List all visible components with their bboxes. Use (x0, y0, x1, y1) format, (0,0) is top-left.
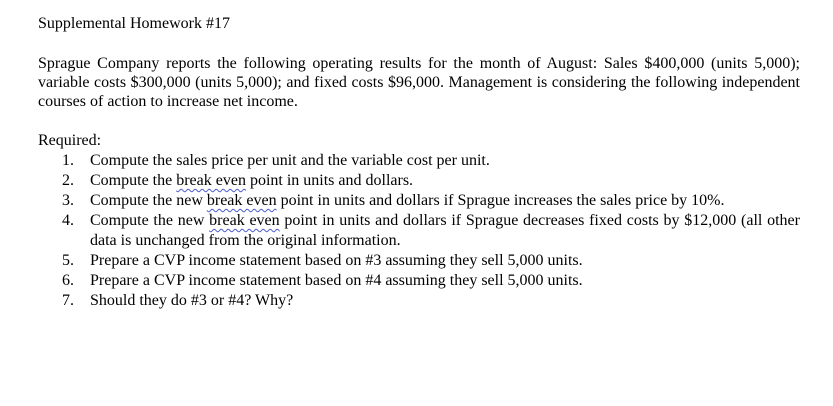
spellcheck-flagged-term[interactable]: break even (176, 172, 246, 189)
item-number: 3. (62, 192, 74, 209)
item-text: Prepare a CVP income statement based on #4 assuming they sell 5,000 units. (90, 272, 583, 289)
item-number: 4. (62, 212, 74, 229)
document-page (38, 14, 800, 311)
list-item (38, 191, 800, 211)
required-label: Required: (38, 132, 102, 149)
item-text-before: Compute the new (90, 192, 207, 209)
spellcheck-flagged-term[interactable]: break even (206, 192, 277, 209)
item-number: 5. (62, 252, 74, 269)
item-text-after: point in units and dollars if Sprague decreases fixed costs by $12,000 (all other data is unchanged from the original information. (90, 212, 800, 249)
item-text-before: Compute the (90, 172, 177, 189)
list-item (38, 171, 800, 191)
list-item (38, 211, 800, 251)
document-title: Supplemental Homework #17 (38, 15, 230, 32)
spellcheck-flagged-term[interactable]: break even (209, 212, 280, 229)
list-item (38, 251, 800, 271)
item-text: Should they do #3 or #4? Why? (90, 292, 294, 309)
requirements-list (38, 151, 800, 311)
item-text-after: point in units and dollars. (245, 172, 414, 189)
list-item (38, 271, 800, 291)
intro-paragraph: Sprague Company reports the following operating results for the month of August: Sales $400,000 (units 5,000); variable costs $300,000 (units 5,000); and fixed costs $96,000. Management is considering the following independent courses of action to increase net income. (38, 55, 800, 110)
item-text: Compute the sales price per unit and the variable cost per unit. (90, 152, 490, 169)
item-number: 7. (62, 292, 74, 309)
item-number: 1. (62, 152, 74, 169)
list-item (38, 151, 800, 171)
list-item (38, 291, 800, 311)
item-text-after: point in units and dollars if Sprague increases the sales price by 10%. (276, 192, 725, 209)
item-text: Prepare a CVP income statement based on #3 assuming they sell 5,000 units. (90, 252, 583, 269)
item-number: 6. (62, 272, 74, 289)
item-text-before: Compute the new (90, 212, 210, 229)
item-number: 2. (62, 172, 74, 189)
